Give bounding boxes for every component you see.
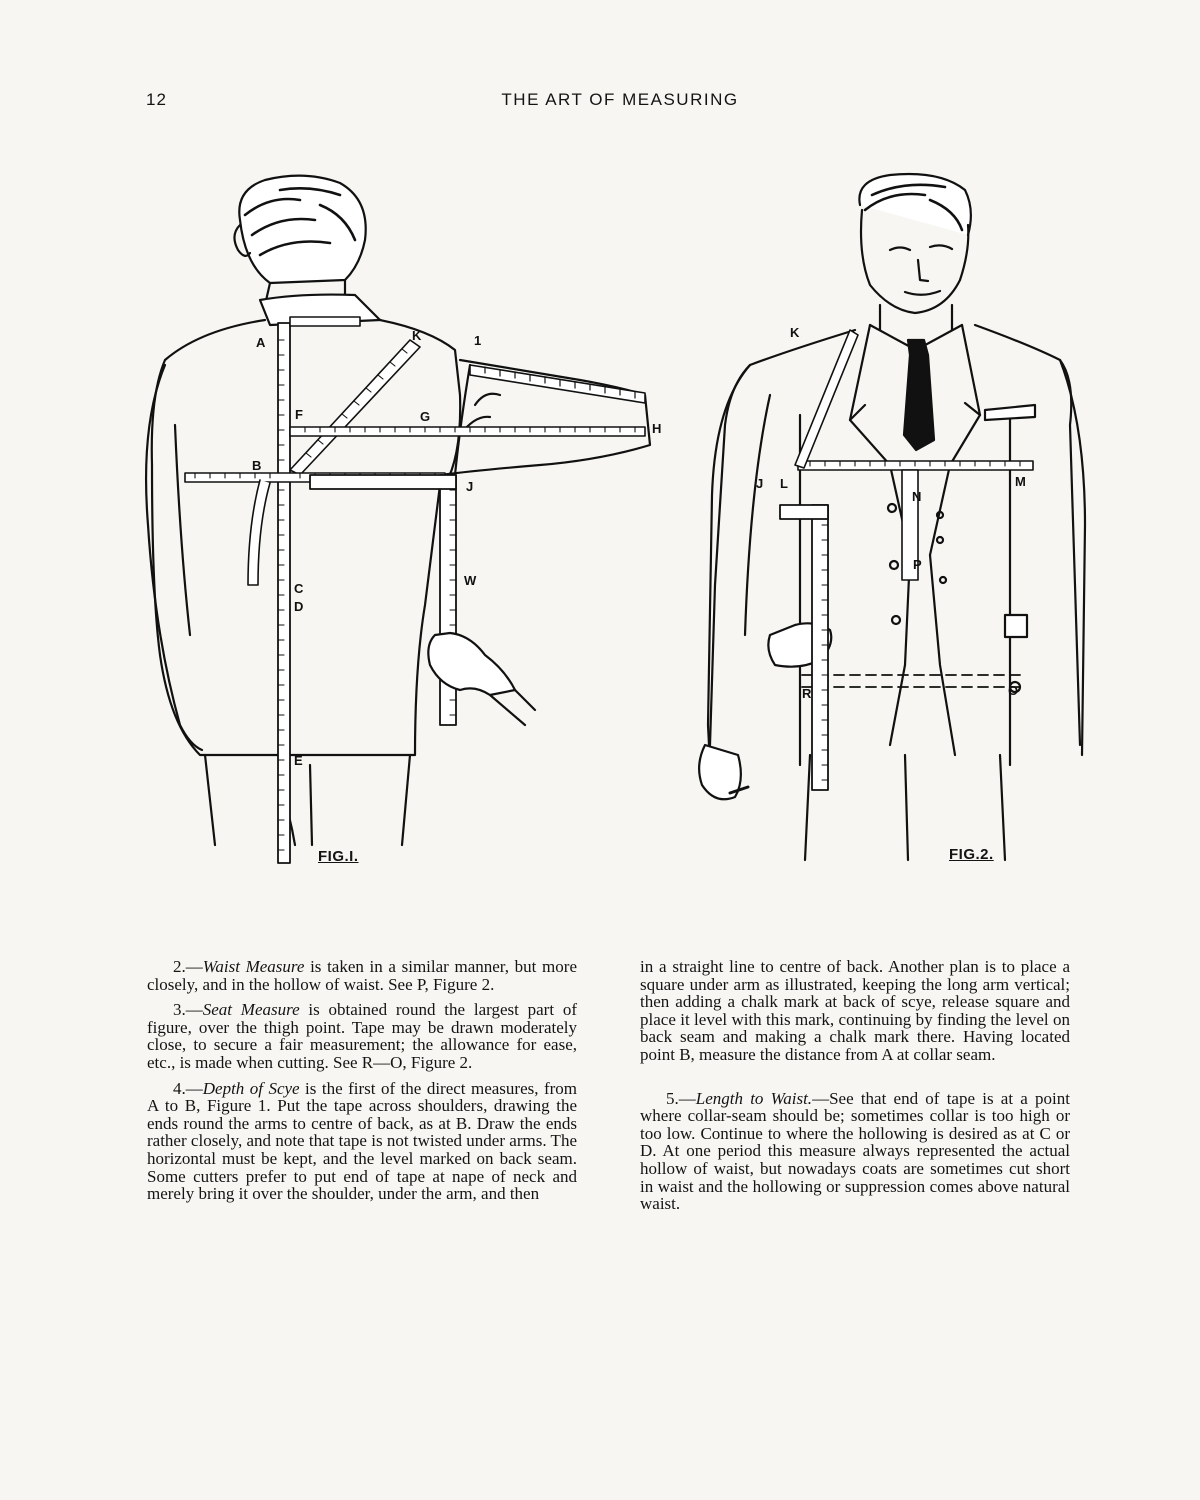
paragraph-waist-measure [147,958,577,993]
fig1-label-f: F [295,407,303,422]
fig1-label-b: B [252,458,262,473]
paragraph-depth-of-scye [147,1080,577,1203]
fig2-label-j: J [756,476,764,491]
paragraph-number: 3.— [173,1000,203,1020]
fig1-label-k: K [412,328,422,343]
paragraph-number: 4.— [173,1078,203,1098]
fig2-label-r: R [802,686,812,701]
fig1-label-d: D [294,599,304,614]
fig1-label-g: G [420,409,431,424]
figure-1-caption: FIG.I. [318,848,359,865]
term-length-to-waist: Length to Waist. [695,1088,813,1108]
paragraph-text: —See that end of tape is at a point where collar-seam should be; sometimes collar is too high or too low. Continue to where the hollowing is desired as at C or D. At one period this measure always represented the actual hollow of waist, but nowadays coats are sometimes cut short in waist and the hollowing or suppression comes above natural waist. [640,1088,1070,1214]
fig2-label-m: M [1015,474,1026,489]
fig1-label-e: E [294,753,303,768]
term-waist-measure: Waist Measure [202,957,305,976]
figure-2-caption: FIG.2. [949,846,994,863]
paragraph-text: is obtained round the largest part of figure, over the thigh point. Tape may be drawn moderately close, to secure a fair measurement; the allowance for ease, etc., is made when cutting. See R—O, Figure 2. [147,1000,578,1072]
paragraph-text: is the first of the direct measures, from A to B, Figure 1. Put the tape across shoulders, drawing the ends round the arms to centre of back, as at B. Draw the ends rather closely, and note that tape is not twisted under arms. The horizontal must be kept, and the level marked on back seam. Some cutters prefer to put end of tape at nape of neck and merely bring it over the shoulder, under the arm, and then [147,1078,577,1204]
figure-2-illustration [690,165,1090,880]
term-seat-measure: Seat Measure [202,1000,300,1020]
page-number: 12 [146,90,167,109]
fig2-label-l: L [780,476,788,491]
fig1-label-a: A [256,335,266,350]
fig1-label-c: C [294,581,304,596]
paragraph-number: 5.— [666,1088,696,1108]
paragraph-depth-of-scye-continued: in a straight line to centre of back. Another plan is to place a square under arm as illustrated, keeping the long arm vertical; then adding a chalk mark at back of scye, release square and place it level with this mark, continuing by finding the level on back seam and making a chalk mark there. Having located point B, measure the distance from A at collar seam. [640,957,1070,1064]
text-column-left [147,958,577,1211]
running-head: THE ART OF MEASURING [501,90,739,109]
text-column-right [640,958,1070,1221]
fig2-label-n: N [912,489,922,504]
paragraph-length-to-waist [640,1090,1070,1213]
fig2-label-p: P [913,557,922,572]
paragraph-seat-measure [147,1001,577,1071]
fig1-label-w: W [464,573,477,588]
fig2-label-k: K [790,325,800,340]
term-depth-of-scye: Depth of Scye [202,1078,300,1098]
fig1-label-h: H [652,421,662,436]
fig2-label-o: O [1008,683,1019,698]
fig1-label-1: 1 [474,333,482,348]
paragraph-text: is taken in a similar manner, but more closely, and in the hollow of waist. See P, Figure 2. [147,957,577,994]
figure-1-illustration [140,165,680,880]
fig1-label-j: J [466,479,474,494]
paragraph-number: 2.— [173,957,203,976]
